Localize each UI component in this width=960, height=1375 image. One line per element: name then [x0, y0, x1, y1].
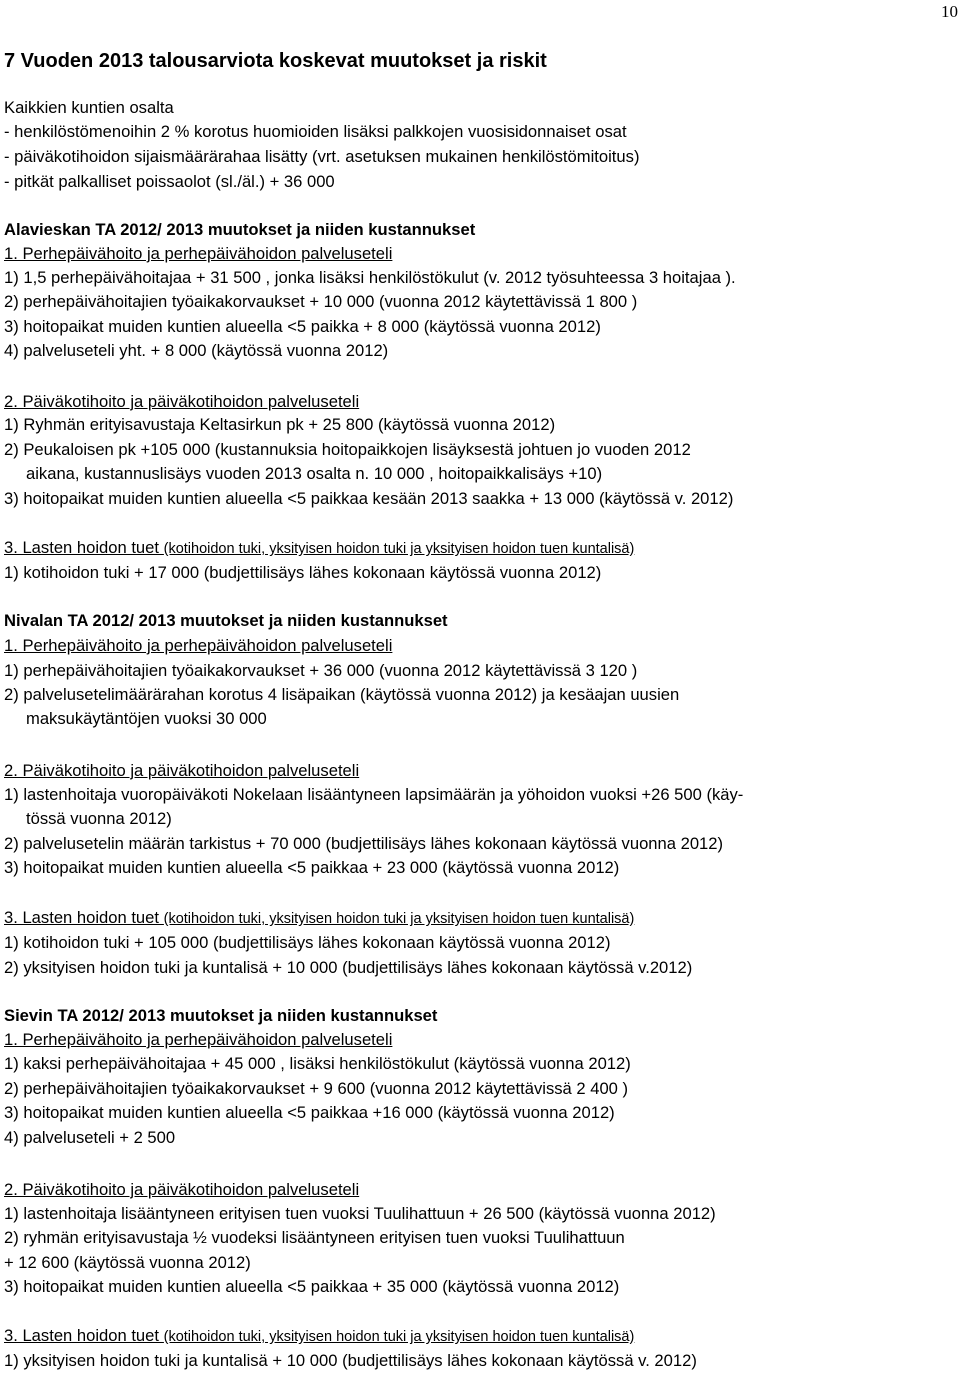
list-item: 2) perhepäivähoitajien työaikakorvaukset + 9 600 (vuonna 2012 käytettävissä 2 400 ): [4, 1079, 629, 1098]
list-item: 4) palveluseteli + 2 500: [4, 1128, 176, 1147]
list-item-continued: tössä vuonna 2012): [26, 809, 172, 828]
list-item: 3) hoitopaikat muiden kuntien alueella <5 paikka + 8 000 (käytössä vuonna 2012): [4, 317, 601, 336]
nivala-section-1-title: 1. Perhepäivähoito ja perhepäivähoidon palveluseteli: [4, 636, 393, 655]
section-title-note: (kotihoidon tuki, yksityisen hoidon tuki ja yksityisen hoidon tuen kuntalisä): [163, 1329, 635, 1345]
nivala-section-3-title: [4, 906, 634, 931]
list-item: 2) perhepäivähoitajien työaikakorvaukset + 10 000 (vuonna 2012 käytettävissä 1 800 ): [4, 292, 638, 311]
sievi-section-3-title: [4, 1324, 634, 1349]
sievi-section-2-title: 2. Päiväkotihoito ja päiväkotihoidon palveluseteli: [4, 1180, 360, 1199]
list-item-continued: + 12 600 (käytössä vuonna 2012): [4, 1253, 251, 1272]
list-item: 1) kotihoidon tuki + 105 000 (budjettilisäys lähes kokonaan käytössä vuonna 2012): [4, 933, 611, 952]
list-item: 1) lastenhoitaja lisääntyneen erityisen tuen vuoksi Tuulihattuun + 26 500 (käytössä vuonna 2012): [4, 1204, 716, 1223]
list-item-continued: maksukäytäntöjen vuoksi 30 000: [26, 709, 267, 728]
list-item: 2) palvelusetelimäärärahan korotus 4 lisäpaikan (käytössä vuonna 2012) ja kesäajan uusien: [4, 685, 680, 704]
list-item: 1) lastenhoitaja vuoropäiväkoti Nokelaan lisääntyneen lapsimäärän ja yöhoidon vuoksi +26 500 (käy-: [4, 785, 744, 804]
list-item: 2) ryhmän erityisavustaja ½ vuodeksi lisääntyneen erityisen tuen vuoksi Tuulihattuun: [4, 1228, 625, 1247]
list-item: 2) palvelusetelin määrän tarkistus + 70 000 (budjettilisäys lähes kokonaan käytössä vuonna 2012): [4, 834, 724, 853]
alavieska-section-3-title: [4, 536, 634, 561]
list-item: 3) hoitopaikat muiden kuntien alueella <5 paikkaa +16 000 (käytössä vuonna 2012): [4, 1103, 615, 1122]
section-title-text: 3. Lasten hoidon tuet: [4, 908, 159, 927]
nivala-heading: Nivalan TA 2012/ 2013 muutokset ja niiden kustannukset: [4, 611, 448, 630]
section-title-note: (kotihoidon tuki, yksityisen hoidon tuki ja yksityisen hoidon tuen kuntalisä): [163, 911, 635, 927]
list-item: 1) kotihoidon tuki + 17 000 (budjettilisäys lähes kokonaan käytössä vuonna 2012): [4, 563, 602, 582]
list-item: 1) perhepäivähoitajien työaikakorvaukset + 36 000 (vuonna 2012 käytettävissä 3 120 ): [4, 661, 638, 680]
page-title: 7 Vuoden 2013 talousarviota koskevat muutokset ja riskit: [4, 50, 547, 72]
list-item: 4) palveluseteli yht. + 8 000 (käytössä vuonna 2012): [4, 341, 389, 360]
list-item: 3) hoitopaikat muiden kuntien alueella <5 paikkaa + 35 000 (käytössä vuonna 2012): [4, 1277, 620, 1296]
intro-heading: Kaikkien kuntien osalta: [4, 98, 174, 117]
list-item: 2) yksityisen hoidon tuki ja kuntalisä + 10 000 (budjettilisäys lähes kokonaan käytössä v.2012): [4, 958, 693, 977]
sievi-heading: Sievin TA 2012/ 2013 muutokset ja niiden kustannukset: [4, 1006, 438, 1025]
list-item: 1) Ryhmän erityisavustaja Keltasirkun pk + 25 800 (käytössä vuonna 2012): [4, 415, 556, 434]
page-number: 10: [941, 2, 958, 21]
alavieska-heading: Alavieskan TA 2012/ 2013 muutokset ja niiden kustannukset: [4, 220, 476, 239]
list-item: 3) hoitopaikat muiden kuntien alueella <5 paikkaa + 23 000 (käytössä vuonna 2012): [4, 858, 620, 877]
list-item: 2) Peukaloisen pk +105 000 (kustannuksia hoitopaikkojen lisäyksestä johtuen jo vuoden 2012: [4, 440, 691, 459]
list-item: 1) yksityisen hoidon tuki ja kuntalisä + 10 000 (budjettilisäys lähes kokonaan käytössä v. 2012): [4, 1351, 697, 1370]
section-title-note: (kotihoidon tuki, yksityisen hoidon tuki ja yksityisen hoidon tuen kuntalisä): [163, 541, 635, 557]
list-item-continued: aikana, kustannuslisäys vuoden 2013 osalta n. 10 000 , hoitopaikkalisäys +10): [26, 464, 603, 483]
nivala-section-2-title: 2. Päiväkotihoito ja päiväkotihoidon palveluseteli: [4, 761, 360, 780]
intro-item: - pitkät palkalliset poissaolot (sl./äl.) + 36 000: [4, 172, 335, 191]
section-title-text: 3. Lasten hoidon tuet: [4, 538, 159, 557]
intro-item: - henkilöstömenoihin 2 % korotus huomioiden lisäksi palkkojen vuosisidonnaiset osat: [4, 122, 627, 141]
alavieska-section-1-title: 1. Perhepäivähoito ja perhepäivähoidon palveluseteli: [4, 244, 393, 263]
section-title-text: 3. Lasten hoidon tuet: [4, 1326, 159, 1345]
sievi-section-1-title: 1. Perhepäivähoito ja perhepäivähoidon palveluseteli: [4, 1030, 393, 1049]
alavieska-section-2-title: 2. Päiväkotihoito ja päiväkotihoidon palveluseteli: [4, 392, 360, 411]
intro-item: - päiväkotihoidon sijaismäärärahaa lisätty (vrt. asetuksen mukainen henkilöstömitoitus): [4, 147, 640, 166]
list-item: 3) hoitopaikat muiden kuntien alueella <5 paikkaa kesään 2013 saakka + 13 000 (käytössä v. 2012): [4, 489, 734, 508]
list-item: 1) kaksi perhepäivähoitajaa + 45 000 , lisäksi henkilöstökulut (käytössä vuonna 2012): [4, 1054, 631, 1073]
list-item: 1) 1,5 perhepäivähoitajaa + 31 500 , jonka lisäksi henkilöstökulut (v. 2012 työsuhteessa 3 hoitajaa ).: [4, 268, 736, 287]
